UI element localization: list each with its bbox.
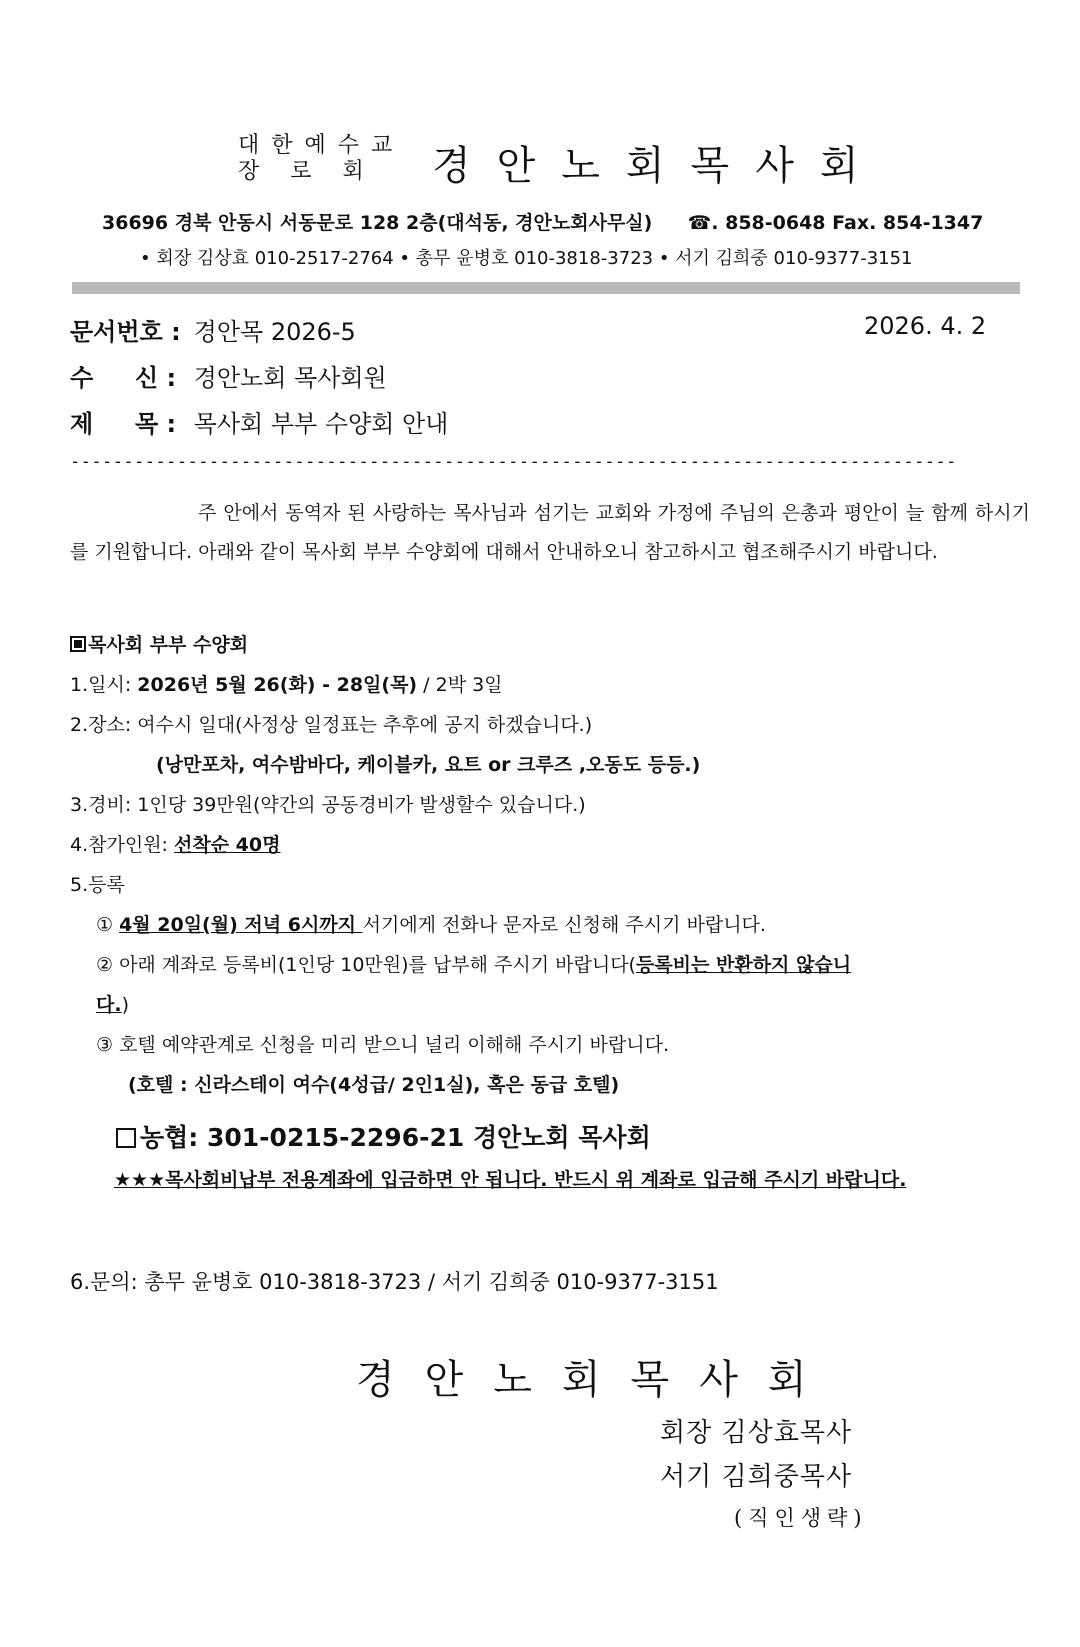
registration-step3: ③ 호텔 예약관계로 신청을 미리 받으니 널리 이해해 주시기 바랍니다.: [96, 1034, 669, 1056]
doc-number-line: [70, 312, 356, 347]
item-cost: 3.경비: 1인당 39만원(약간의 공동경비가 발생할수 있습니다.): [70, 794, 586, 816]
footer-org-name: 경안노회목사회: [356, 1357, 837, 1403]
seal-omitted-note: (직인생략): [734, 1506, 868, 1530]
doc-number: 경안목 2026-5: [193, 318, 356, 346]
item-capacity: [70, 830, 280, 857]
greeting-paragraph: 주 안에서 동역자 된 사랑하는 목사님과 섬기는 교회와 가정에 주님의 은총과 평안이 늘 함께 하시기를 기원합니다. 아래와 같이 목사회 부부 수양회에 대해서 안내하오니 참고하시고 협조해주시기 바랍니다.: [70, 502, 1030, 563]
president-signature: 회장 김상효목사: [660, 1418, 853, 1448]
org-small-line1: 대한예수교: [238, 133, 405, 158]
subject-label: 제 목 :: [70, 410, 177, 438]
item1-label: 1.일시:: [70, 674, 138, 696]
reg2-num: ②: [96, 954, 120, 976]
address-text: 36696 경북 안동시 서동문로 128 2층(대석동, 경안노회사무실): [102, 212, 653, 234]
reg2-cont-bold: 다.: [96, 994, 122, 1016]
payment-warning: ★★★목사회비납부 전용계좌에 입금하면 안 됩니다. 반드시 위 계좌로 입금해 주시기 바랍니다.: [114, 1169, 907, 1191]
bank-account-text: 농협: 301-0215-2296-21 경안노회 목사회: [140, 1123, 651, 1152]
doc-number-label: 문서번호 :: [70, 318, 181, 346]
section-title-text: 목사회 부부 수양회: [88, 634, 249, 656]
registration-step2-cont: [96, 990, 129, 1017]
phone-icon: ☎: [687, 212, 712, 234]
org-small-line2: 장 로 회: [238, 159, 376, 184]
filled-square-icon: [70, 636, 86, 652]
reg1-rest: 서기에게 전화나 문자로 신청해 주시기 바랍니다.: [362, 914, 766, 936]
registration-step2: [96, 950, 851, 977]
empty-checkbox-icon: [116, 1128, 136, 1148]
item4-label: 4.참가인원:: [70, 834, 174, 856]
reg1-num: ①: [96, 914, 120, 936]
reg2-bold: 등록비는 반환하지 않습니: [635, 954, 852, 976]
recipient: 경안노회 목사회원: [193, 364, 387, 392]
doc-date: 2026. 4. 2: [864, 312, 987, 340]
subject-line: [70, 404, 448, 439]
officer-contacts: • 회장 김상효 010-2517-2764 • 총무 윤병호 010-3818-3723 • 서기 김희중 010-9377-3151: [140, 248, 913, 269]
item-registration: 5.등록: [70, 874, 125, 896]
reg1-deadline: 4월 20일(월) 저녁 6시까지: [119, 914, 363, 936]
item-schedule: [70, 670, 503, 697]
subject: 목사회 부부 수양회 안내: [193, 410, 449, 438]
org-name: 경안노회목사회: [432, 143, 885, 189]
recipient-line: [70, 358, 387, 393]
inquiry-line: 6.문의: 총무 윤병호 010-3818-3723 / 서기 김희중 010-9377-3151: [70, 1270, 719, 1294]
item4-value: 선착순 40명: [174, 834, 281, 856]
header-rule: [72, 282, 1020, 294]
registration-step1: [96, 910, 766, 937]
bank-account: [116, 1118, 651, 1154]
item2-value: 여수시 일대(사정상 일정표는 추후에 공지 하겠습니다.): [137, 714, 593, 736]
hotel-note: (호텔 : 신라스테이 여수(4성급/ 2인1실), 혹은 동급 호텔): [128, 1074, 620, 1096]
address: [102, 208, 983, 235]
item-place-sub: (낭만포차, 여수밤바다, 케이블카, 요트 or 크루즈 ,오동도 등등.): [156, 754, 701, 776]
item1-value: 2026년 5월 26(화) - 28일(목): [137, 674, 418, 696]
divider-dashes: -----------------------------------------------------------------------------------: [70, 452, 957, 472]
section-title: [70, 630, 248, 657]
recipient-label: 수 신 :: [70, 364, 177, 392]
reg2-cont-rest: ): [121, 994, 129, 1016]
phone-fax: . 858-0648 Fax. 854-1347: [711, 212, 984, 234]
item-place: [70, 710, 592, 737]
item1-tail: / 2박 3일: [417, 674, 503, 696]
reg2-rest: 아래 계좌로 등록비(1인당 10만원)를 납부해 주시기 바랍니다(: [119, 954, 636, 976]
secretary-signature: 서기 김희중목사: [660, 1462, 853, 1492]
item2-label: 2.장소:: [70, 714, 138, 736]
